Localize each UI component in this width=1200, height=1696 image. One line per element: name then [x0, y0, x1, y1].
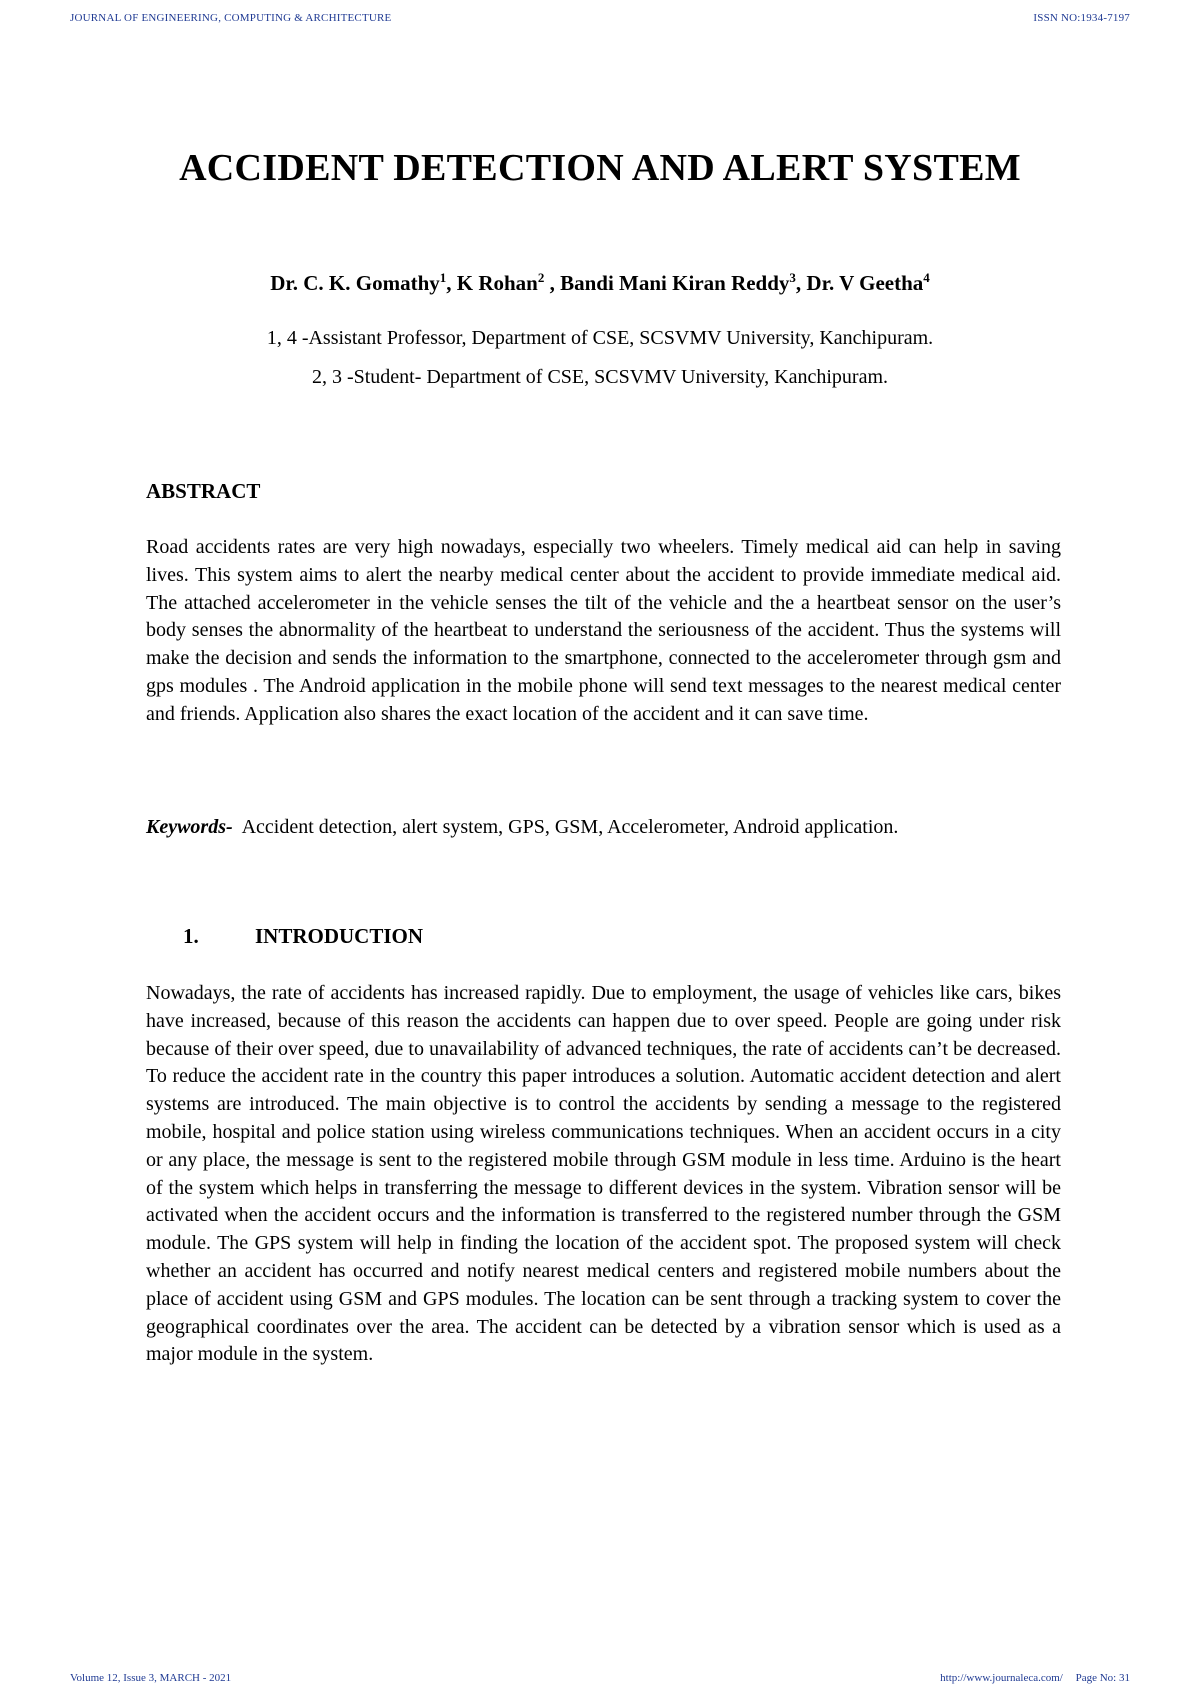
author-list — [0, 270, 1200, 296]
issn-number: ISSN NO:1934-7197 — [1033, 12, 1130, 24]
abstract-text: Road accidents rates are very high nowadays, especially two wheelers. Timely medical aid can help in saving lives. This system aims to alert the nearby medical center about the accident to provide immediate medical aid. The attached accelerometer in the vehicle senses the tilt of the vehicle and the a heartbeat sensor on the user’s body senses the abnormality of the heartbeat to understand the seriousness of the accident. Thus the systems will make the decision and sends the information to the smartphone, connected to the accelerometer through gsm and gps modules . The Android application in the mobile phone will send text messages to the nearest medical center and friends. Application also shares the exact location of the accident and it can save time. — [146, 536, 1061, 725]
keywords-line — [146, 814, 1061, 842]
author-name: Bandi Mani Kiran Reddy — [560, 271, 790, 295]
author-affiliation-mark: 2 — [537, 270, 545, 285]
page-number: Page No: 31 — [1075, 1672, 1130, 1684]
author-separator: , — [795, 271, 807, 295]
affiliation-line: 1, 4 -Assistant Professor, Department of CSE, SCSVMV University, Kanchipuram. — [266, 327, 934, 349]
author-name: K Rohan — [456, 271, 538, 295]
author-affiliation-mark: 4 — [923, 270, 930, 285]
section-heading-introduction — [183, 924, 423, 949]
author-separator: , — [446, 271, 457, 295]
keywords-text: Accident detection, alert system, GPS, GSM, Accelerometer, Android application. — [241, 816, 899, 838]
section-number: 1. — [183, 924, 199, 948]
author-affiliation-mark: 3 — [789, 270, 796, 285]
affiliation-line: 2, 3 -Student- Department of CSE, SCSVMV University, Kanchipuram. — [311, 366, 889, 388]
keywords-label: Keywords- — [146, 816, 233, 838]
volume-issue: Volume 12, Issue 3, MARCH - 2021 — [70, 1672, 232, 1684]
author-affiliation-mark: 1 — [439, 270, 447, 285]
running-footer — [70, 1672, 1130, 1684]
section-title: INTRODUCTION — [255, 924, 424, 948]
abstract-heading: ABSTRACT — [146, 479, 261, 503]
journal-url[interactable]: http://www.journaleca.com/ — [940, 1672, 1063, 1684]
footer-right — [930, 1672, 1130, 1684]
author-name: Dr. V Geetha — [806, 271, 924, 295]
introduction-text: Nowadays, the rate of accidents has increased rapidly. Due to employment, the usage of vehicles like cars, bikes have increased, because of this reason the accidents can happen due to over speed. People are going under risk because of their over speed, due to unavailability of advanced techniques, the rate of accidents can’t be decreased. To reduce the accident rate in the country this paper introduces a solution. Automatic accident detection and alert systems are introduced. The main objective is to control the accidents by sending a message to the registered mobile, hospital and police station using wireless communications techniques. When an accident occurs in a city or any place, the message is sent to the registered mobile through GSM module in less time. Arduino is the heart of the system which helps in transferring the message to different devices in the system. Vibration sensor will be activated when the accident occurs and the information is transferred to the registered number through the GSM module. The GPS system will help in finding the location of the accident spot. The proposed system will check whether an accident has occurred and notify nearest medical centers and registered mobile numbers about the place of accident using GSM and GPS modules. The location can be sent through a tracking system to cover the geographical coordinates over the area. The accident can be detected by a vibration sensor which is used as a major module in the system. — [146, 982, 1061, 1366]
paper-title: ACCIDENT DETECTION AND ALERT SYSTEM — [179, 147, 1021, 189]
journal-name: JOURNAL OF ENGINEERING, COMPUTING & ARCHITECTURE — [70, 12, 392, 24]
author-separator: , — [544, 271, 561, 295]
author-name: Dr. C. K. Gomathy — [270, 271, 440, 295]
running-header — [70, 12, 1130, 24]
